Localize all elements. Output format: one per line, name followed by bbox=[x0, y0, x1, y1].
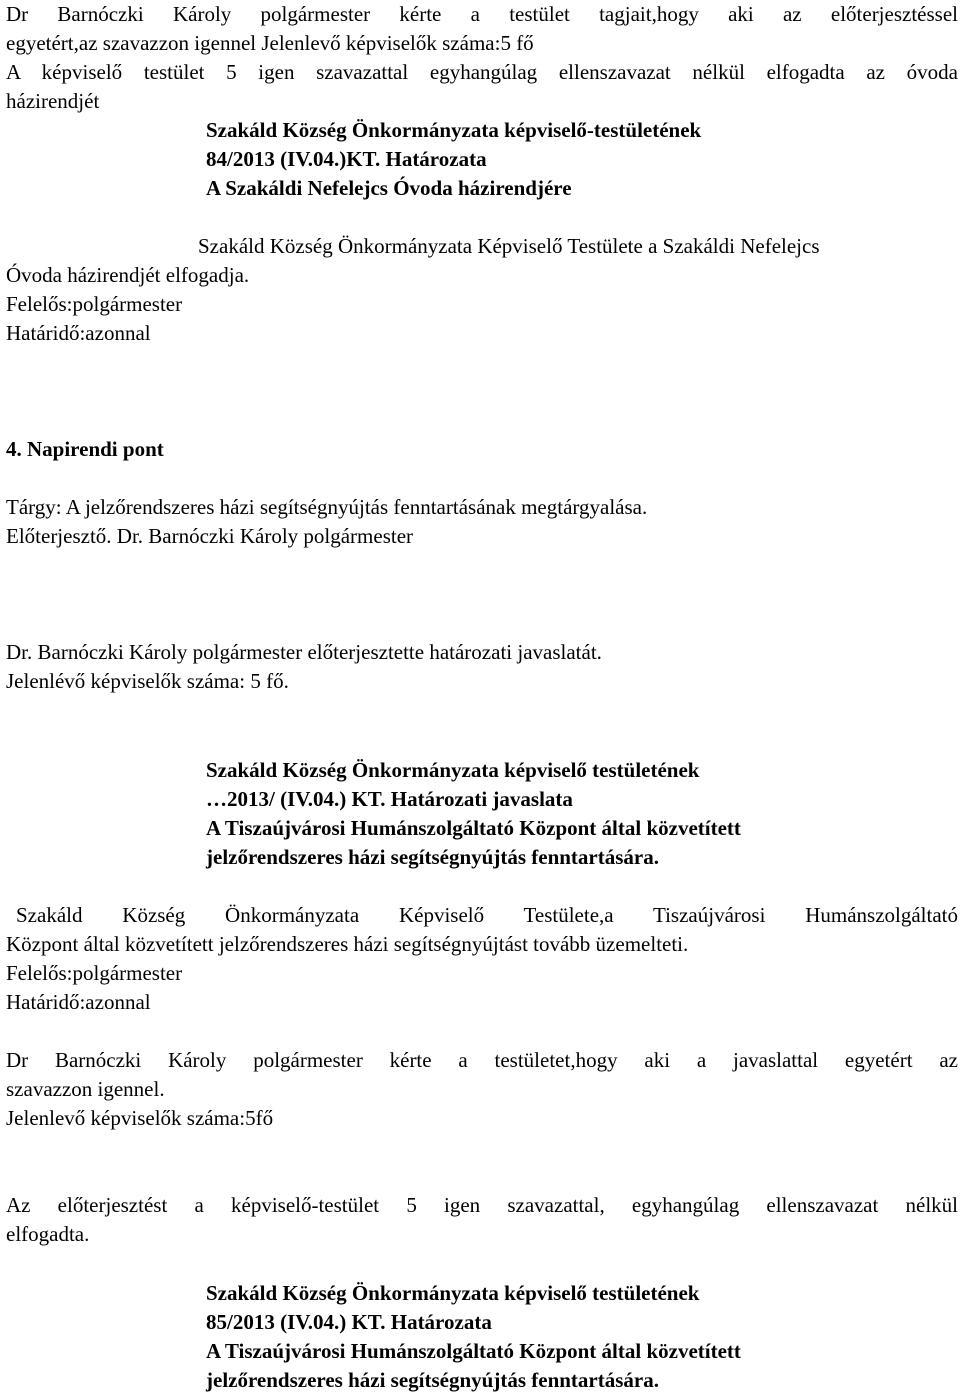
proposal-body-1: Szakáld Község Önkormányzata Képviselő Testülete,a Tiszaújvárosi Humánszolgáltató bbox=[16, 903, 958, 927]
resolution-85-heading-1: Szakáld Község Önkormányzata képviselő testületének bbox=[206, 1281, 700, 1305]
proposal-heading-2: …2013/ (IV.04.) KT. Határozati javaslata bbox=[206, 787, 573, 811]
agenda-title: 4. Napirendi pont bbox=[6, 437, 164, 461]
resolution-85-heading-4: jelzőrendszeres házi segítségnyújtás fenntartására. bbox=[206, 1368, 659, 1392]
vote-line-3: Jelenlevő képviselők száma:5fő bbox=[6, 1106, 274, 1130]
vote-line-1: Dr Barnóczki Károly polgármester kérte a testületet,hogy aki a javaslattal egyetért az bbox=[6, 1048, 958, 1072]
resolution-84-heading-2: 84/2013 (IV.04.)KT. Határozata bbox=[206, 147, 487, 171]
resolution-84-body-2: Óvoda házirendjét elfogadja. bbox=[6, 263, 250, 287]
proposal-heading-4: jelzőrendszeres házi segítségnyújtás fenntartására. bbox=[206, 845, 659, 869]
proposal-deadline: Határidő:azonnal bbox=[6, 990, 151, 1014]
resolution-85-heading-2: 85/2013 (IV.04.) KT. Határozata bbox=[206, 1310, 492, 1334]
vote-result-1: Az előterjesztést a képviselő-testület 5 igen szavazattal, egyhangúlag ellenszavazat nélkül bbox=[6, 1193, 958, 1217]
intro-line-1: Dr Barnóczki Károly polgármester kérte a testület tagjait,hogy aki az előterjesztéssel bbox=[6, 2, 958, 26]
proposal-heading-3: A Tiszaújvárosi Humánszolgáltató Központ által közvetített bbox=[206, 816, 741, 840]
proposal-heading-1: Szakáld Község Önkormányzata képviselő testületének bbox=[206, 758, 700, 782]
proposal-responsible: Felelős:polgármester bbox=[6, 961, 183, 985]
resolution-84-responsible: Felelős:polgármester bbox=[6, 292, 183, 316]
vote-result-2: elfogadta. bbox=[6, 1222, 90, 1246]
resolution-84-body-1: Szakáld Község Önkormányzata Képviselő Testülete a Szakáldi Nefelejcs bbox=[198, 234, 820, 258]
agenda-presented: Dr. Barnóczki Károly polgármester előterjesztette határozati javaslatát. bbox=[6, 640, 602, 664]
intro-line-4: házirendjét bbox=[6, 89, 100, 113]
vote-line-2: szavazzon igennel. bbox=[6, 1077, 165, 1101]
proposal-body-2: Központ által közvetített jelzőrendszeres házi segítségnyújtást tovább üzemelteti. bbox=[6, 932, 689, 956]
resolution-85-heading-3: A Tiszaújvárosi Humánszolgáltató Központ által közvetített bbox=[206, 1339, 741, 1363]
resolution-84-heading-1: Szakáld Község Önkormányzata képviselő-testületének bbox=[206, 118, 702, 142]
agenda-subject: Tárgy: A jelzőrendszeres házi segítségnyújtás fenntartásának megtárgyalása. bbox=[6, 495, 648, 519]
intro-line-2: egyetért,az szavazzon igennel Jelenlevő képviselők száma:5 fő bbox=[6, 31, 534, 55]
resolution-84-heading-3: A Szakáldi Nefelejcs Óvoda házirendjére bbox=[206, 176, 572, 200]
agenda-presenter: Előterjesztő. Dr. Barnóczki Károly polgármester bbox=[6, 524, 414, 548]
resolution-84-deadline: Határidő:azonnal bbox=[6, 321, 151, 345]
agenda-present-count: Jelenlévő képviselők száma: 5 fő. bbox=[6, 669, 289, 693]
intro-line-3: A képviselő testület 5 igen szavazattal egyhangúlag ellenszavazat nélkül elfogadta az óvoda bbox=[6, 60, 958, 84]
